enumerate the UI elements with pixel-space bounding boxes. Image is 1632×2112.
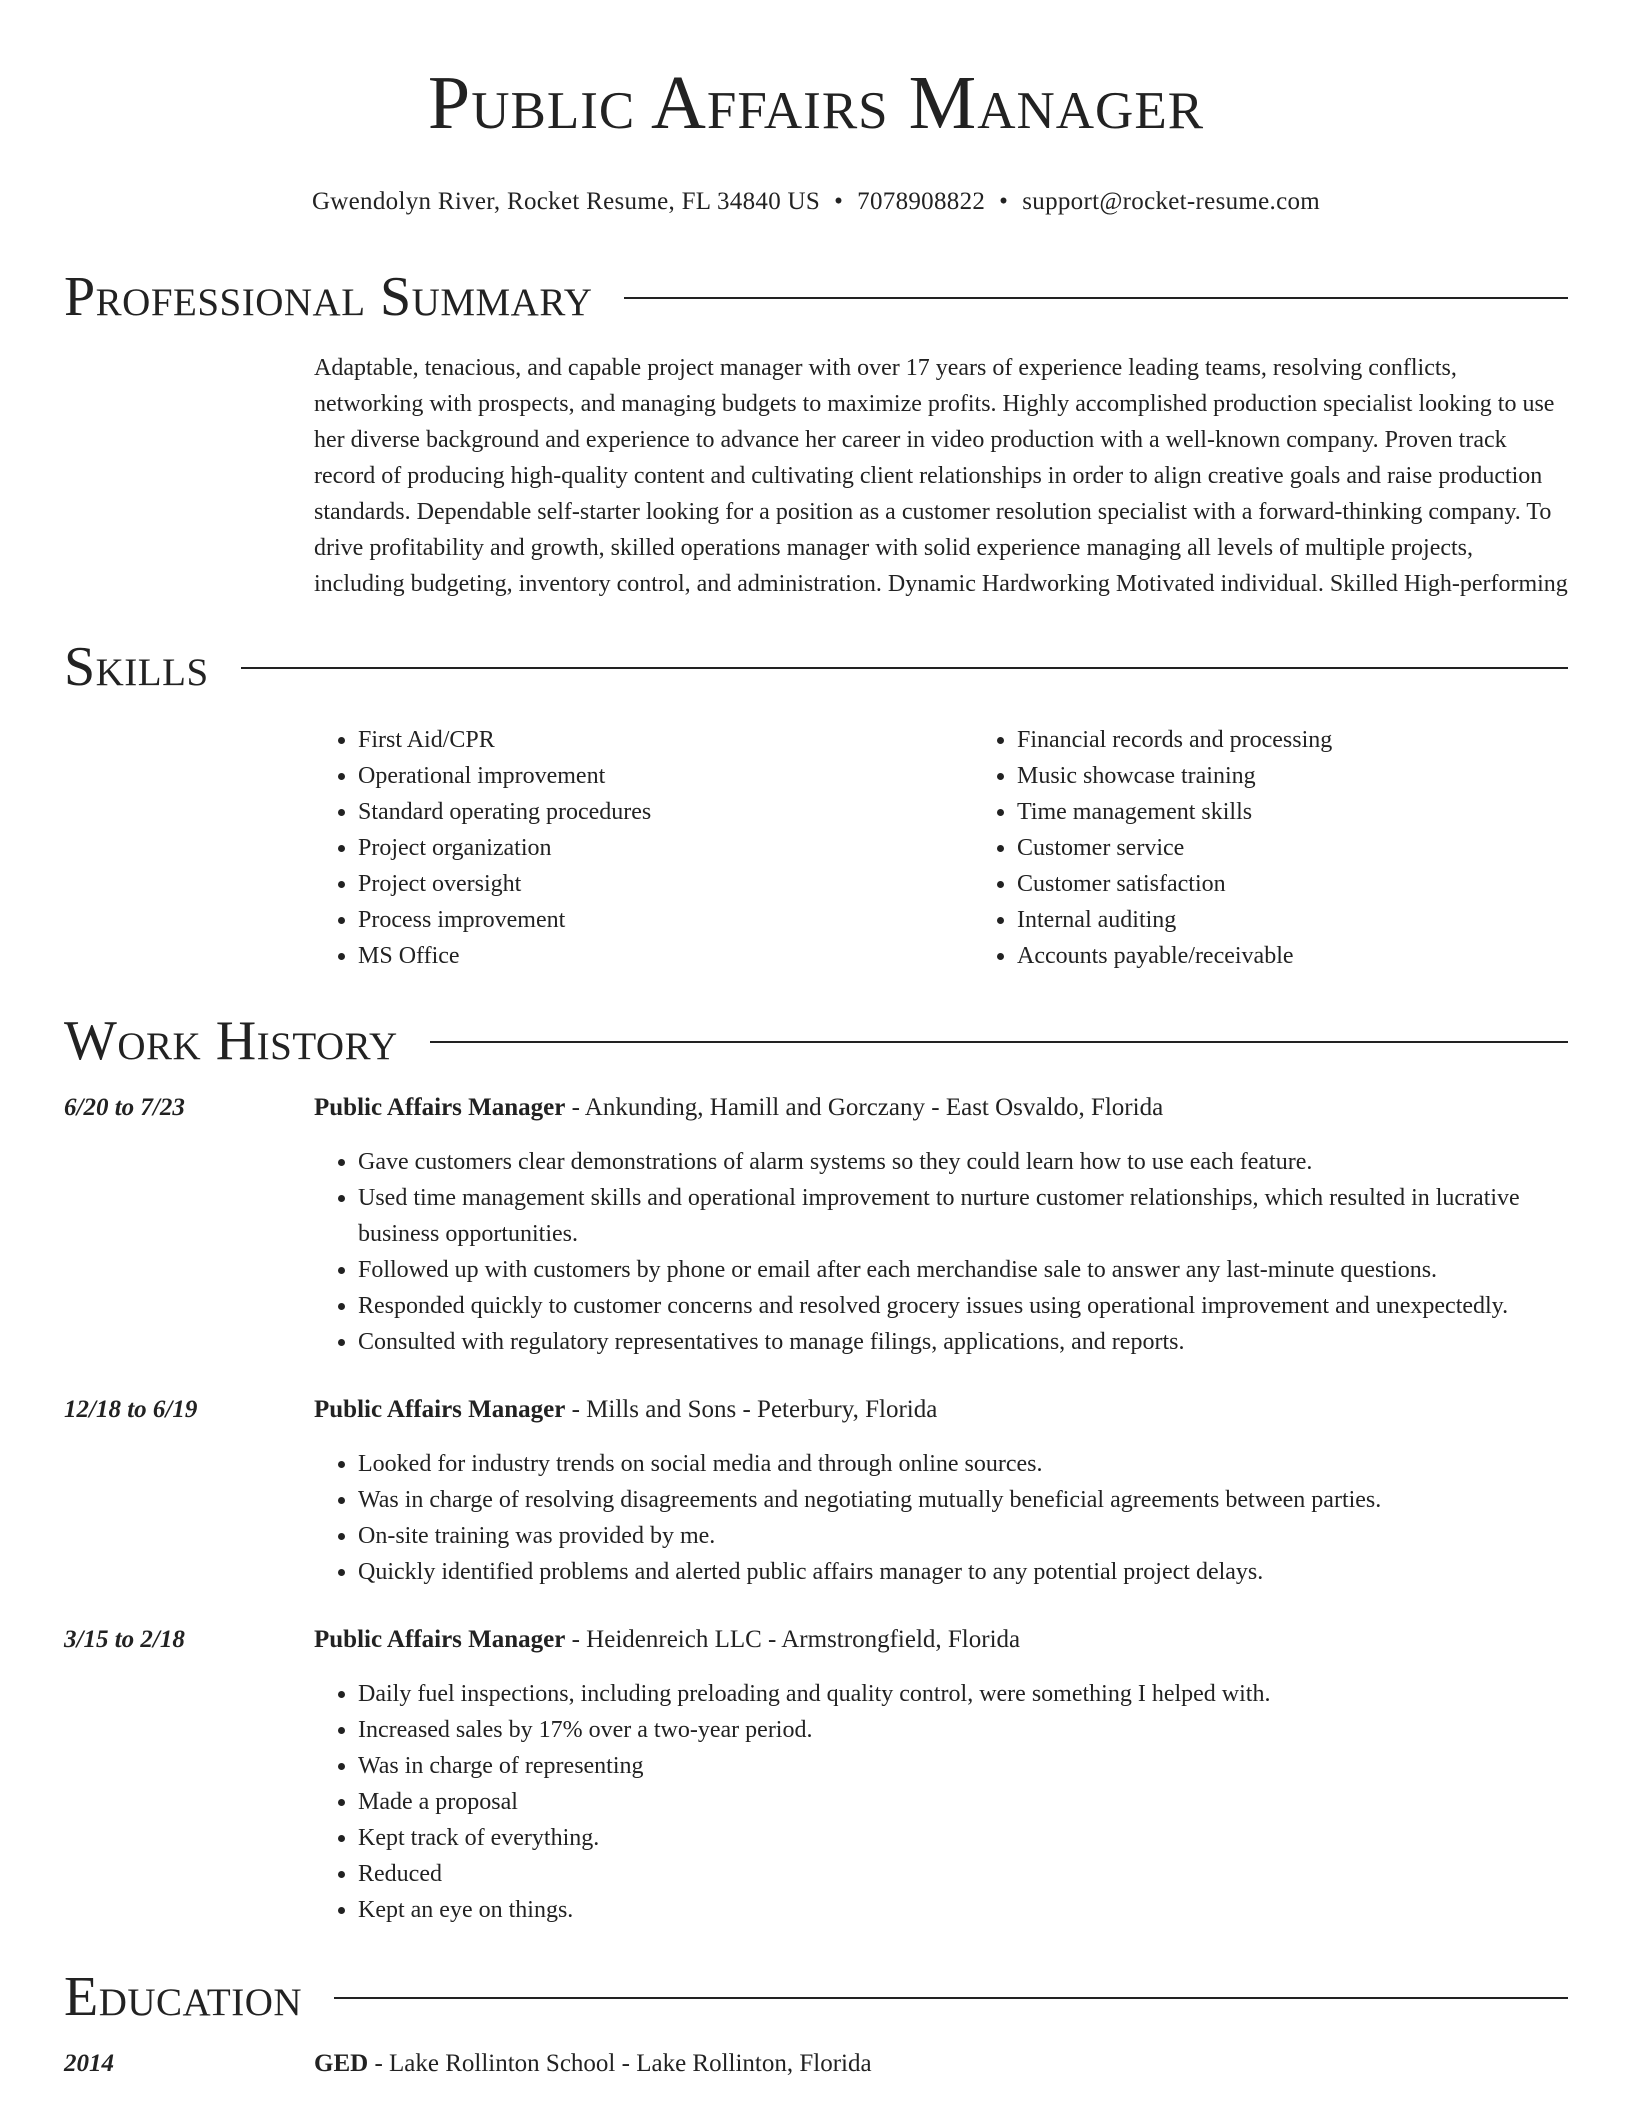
skill-item: • Standard operating procedures	[358, 794, 973, 830]
contact-email: support@rocket-resume.com	[1022, 188, 1321, 215]
skill-item: • Internal auditing	[1017, 902, 1632, 938]
job-dates: 12/18 to 6/19	[64, 1396, 198, 1423]
skill-item: • Customer service	[1017, 830, 1632, 866]
job-entry	[64, 1622, 1568, 1928]
job-heading	[314, 1090, 1568, 1126]
job-bullet: • Reduced	[358, 1856, 1568, 1892]
skill-item: • MS Office	[358, 938, 973, 974]
job-bullet: • On-site training was provided by me.	[358, 1518, 1568, 1554]
job-employer: - Heidenreich LLC - Armstrongfield, Florida	[565, 1626, 1021, 1653]
skill-item: • Process improvement	[358, 902, 973, 938]
job-bullet: • Used time management skills and operational improvement to nurture customer relationships, which resulted in lucrative business opportunities.	[358, 1180, 1568, 1252]
job-bullet: • Kept an eye on things.	[358, 1892, 1568, 1928]
job-bullet: • Increased sales by 17% over a two-year period.	[358, 1712, 1568, 1748]
skill-item: • Customer satisfaction	[1017, 866, 1632, 902]
job-bullet: • Looked for industry trends on social media and through online sources.	[358, 1446, 1568, 1482]
skill-item: • Operational improvement	[358, 758, 973, 794]
section-title: Professional Summary	[64, 266, 593, 328]
job-entry	[64, 1090, 1568, 1360]
job-employer: - Ankunding, Hamill and Gorczany - East Osvaldo, Florida	[565, 1094, 1164, 1121]
contact-separator: •	[999, 188, 1009, 215]
section-summary-heading	[64, 262, 1568, 332]
job-title: Public Affairs Manager	[314, 1094, 566, 1121]
summary-text: Adaptable, tenacious, and capable project manager with over 17 years of experience leading teams, resolving conflicts, networking with prospects, and managing budgets to maximize profits. Highly accomplished production specialist looking to use her diverse background and experience to advance her career in video production with a well-known company. Proven track record of producing high-quality content and cultivating client relationships in order to align creative goals and raise production standards. Dependable self-starter looking for a position as a customer resolution specialist with a forward-thinking company. To drive profitability and growth, skilled operations manager with solid experience managing all levels of multiple projects, including budgeting, inventory control, and administration. Dynamic Hardworking Motivated individual. Skilled High-performing	[314, 355, 1568, 597]
contact-address: Gwendolyn River, Rocket Resume, FL 34840 US	[311, 188, 821, 215]
skills-row	[64, 722, 1568, 974]
job-dates: 6/20 to 7/23	[64, 1094, 185, 1121]
job-bullet: • Consulted with regulatory representatives to manage filings, applications, and reports.	[358, 1324, 1568, 1360]
job-bullet: • Kept track of everything.	[358, 1820, 1568, 1856]
section-rule	[241, 667, 1568, 669]
section-work-heading	[64, 1006, 1568, 1076]
job-bullet: • Quickly identified problems and alerted public affairs manager to any potential project delays.	[358, 1554, 1568, 1590]
section-rule	[334, 1997, 1568, 1999]
section-skills-heading	[64, 632, 1568, 702]
contact-separator: •	[834, 188, 844, 215]
resume-name: Public Affairs Manager	[427, 61, 1205, 145]
job-bullet: • Gave customers clear demonstrations of alarm systems so they could learn how to use each feature.	[358, 1144, 1568, 1180]
education-details	[314, 2046, 1568, 2082]
education-school: - Lake Rollinton School - Lake Rollinton, Florida	[368, 2050, 872, 2077]
contact-line	[64, 186, 1568, 218]
job-title: Public Affairs Manager	[314, 1626, 566, 1653]
skill-item: • Music showcase training	[1017, 758, 1632, 794]
skill-item: • Project organization	[358, 830, 973, 866]
section-rule	[624, 297, 1568, 299]
section-title: Work History	[64, 1010, 398, 1072]
skill-item: • Project oversight	[358, 866, 973, 902]
job-bullet: • Made a proposal	[358, 1784, 1568, 1820]
job-bullets	[314, 1676, 1568, 1928]
job-bullet: • Daily fuel inspections, including preloading and quality control, were something I helped with.	[358, 1676, 1568, 1712]
job-entry	[64, 1392, 1568, 1590]
skill-item: • Financial records and processing	[1017, 722, 1632, 758]
education-year: 2014	[64, 2050, 114, 2077]
job-bullets	[314, 1144, 1568, 1360]
job-bullet: • Responded quickly to customer concerns and resolved grocery issues using operational improvement and unexpectedly.	[358, 1288, 1568, 1324]
job-heading	[314, 1622, 1568, 1658]
job-bullet: • Was in charge of resolving disagreements and negotiating mutually beneficial agreements between parties.	[358, 1482, 1568, 1518]
section-education-heading	[64, 1962, 1568, 2032]
contact-phone: 7078908822	[857, 188, 986, 215]
job-bullets	[314, 1446, 1568, 1590]
section-title: Education	[64, 1966, 303, 2028]
skill-item: • First Aid/CPR	[358, 722, 973, 758]
skill-item: • Accounts payable/receivable	[1017, 938, 1632, 974]
job-title: Public Affairs Manager	[314, 1396, 566, 1423]
job-dates: 3/15 to 2/18	[64, 1626, 185, 1653]
job-bullet: • Was in charge of representing	[358, 1748, 1568, 1784]
job-bullet: • Followed up with customers by phone or email after each merchandise sale to answer any last-minute questions.	[358, 1252, 1568, 1288]
education-entry	[64, 2046, 1568, 2082]
skills-column-right	[973, 722, 1632, 974]
skills-list	[314, 722, 1632, 974]
education-degree: GED	[314, 2050, 369, 2077]
section-rule	[430, 1041, 1568, 1043]
skill-item: • Time management skills	[1017, 794, 1632, 830]
job-employer: - Mills and Sons - Peterbury, Florida	[565, 1396, 938, 1423]
summary-row	[64, 350, 1568, 602]
job-heading	[314, 1392, 1568, 1428]
skills-column-left	[314, 722, 973, 974]
section-title: Skills	[64, 636, 209, 698]
